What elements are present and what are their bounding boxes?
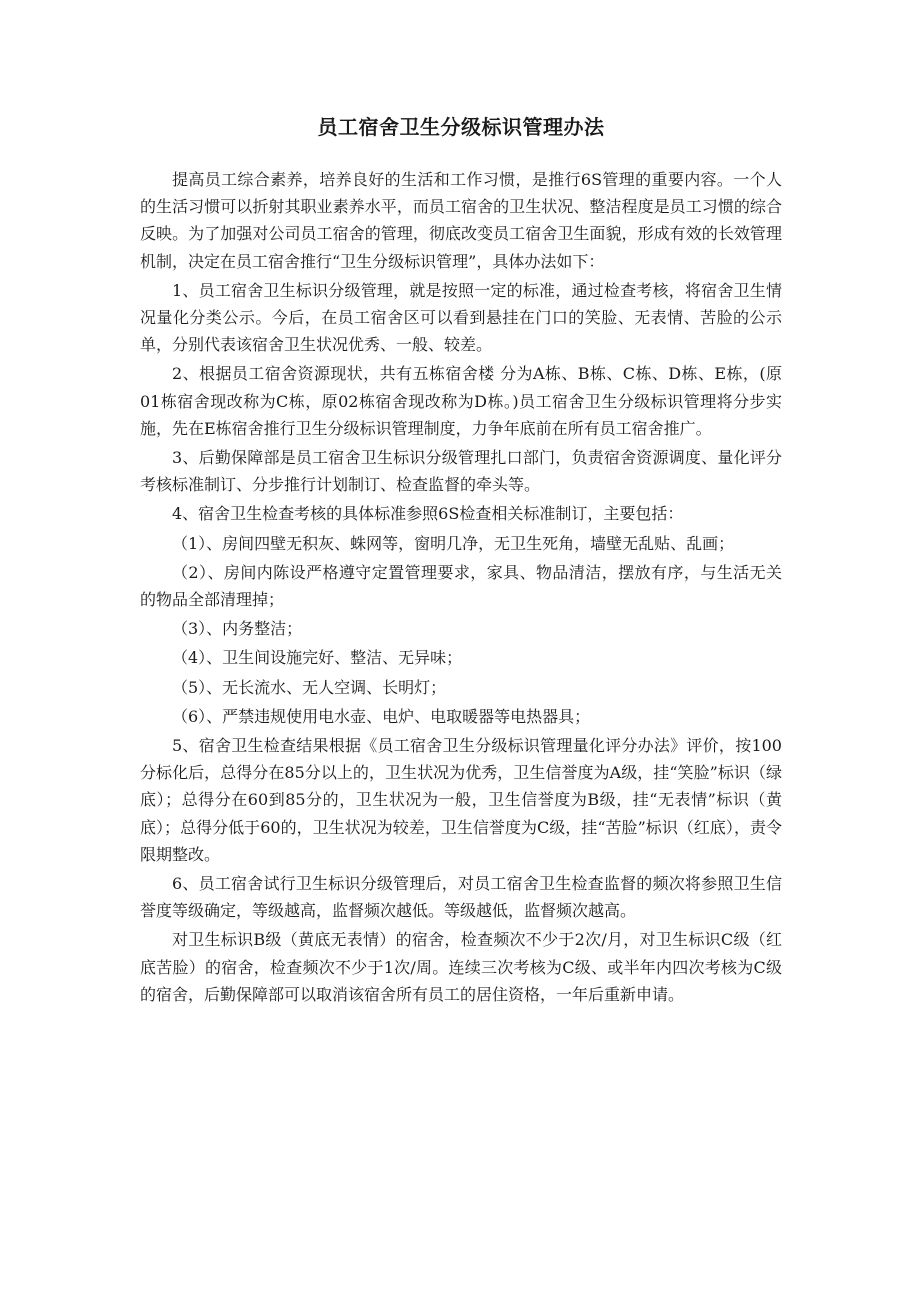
clause-1-paragraph: 1、员工宿舍卫生标识分级管理，就是按照一定的标准，通过检查考核，将宿舍卫生情况量化分类公示。今后，在员工宿舍区可以看到悬挂在门口的笑脸、无表情、苦脸的公示单，分别代表该宿舍卫生状况优秀、一般、较差。 xyxy=(140,280,782,355)
standard-item-2: （2）、房间内陈设严格遵守定置管理要求，家具、物品清洁，摆放有序，与生活无关的物品全部清理掉； xyxy=(140,562,782,610)
standard-item-1: （1）、房间四壁无积灰、蛛网等，窗明几净，无卫生死角，墙壁无乱贴、乱画； xyxy=(172,533,735,553)
standard-item-5: （5）、无长流水、无人空调、长明灯； xyxy=(172,677,447,697)
standard-item-4: （4）、卫生间设施完好、整洁、无异味； xyxy=(172,648,463,668)
clause-2-paragraph: 2、根据员工宿舍资源现状，共有五栋宿舍楼 分为A栋、B栋、C栋、D栋、E栋，(原01栋宿舍现改称为C栋，原02栋宿舍现改称为D栋。)员工宿舍卫生分级标识管理将分步实施，先在E栋宿舍推行卫生分级标识管理制度，力争年底前在所有员工宿舍推广。 xyxy=(140,364,782,438)
clause-5-paragraph: 5、宿舍卫生检查结果根据《员工宿舍卫生分级标识管理量化评分办法》评价，按100分标化后，总得分在85分以上的，卫生状况为优秀，卫生信誉度为A级，挂“笑脸”标识（绿底）；总得分在60到85分的，卫生状况为一般，卫生信誉度为B级，挂“无表情”标识（黄底）；总得分低于60的，卫生状况为较差，卫生信誉度为C级，挂“苦脸”标识（红底），责令限期整改。 xyxy=(140,736,782,864)
intro-paragraph: 提高员工综合素养，培养良好的生活和工作习惯，是推行6S管理的重要内容。一个人的生活习惯可以折射其职业素养水平，而员工宿舍的卫生状况、整洁程度是员工习惯的综合反映。为了加强对公司员工宿舍的管理，彻底改变员工宿舍卫生面貌，形成有效的长效管理机制，决定在员工宿舍推行“卫生分级标识管理”，具体办法如下： xyxy=(140,170,782,271)
document-page xyxy=(140,112,782,1010)
document-title: 员工宿舍卫生分级标识管理办法 xyxy=(317,115,605,139)
standard-item-6: （6）、严禁违规使用电水壶、电炉、电取暖器等电热器具； xyxy=(172,706,591,726)
clause-3-paragraph: 3、后勤保障部是员工宿舍卫生标识分级管理扎口部门，负责宿舍资源调度、量化评分考核标准制订、分步推行计划制订、检查监督的牵头等。 xyxy=(140,448,782,495)
clause-6-paragraph: 6、员工宿舍试行卫生标识分级管理后，对员工宿舍卫生检查监督的频次将参照卫生信誉度等级确定，等级越高，监督频次越低。等级越低，监督频次越高。 xyxy=(140,874,782,921)
inspection-frequency-paragraph: 对卫生标识B级（黄底无表情）的宿舍，检查频次不少于2次/月，对卫生标识C级（红底苦脸）的宿舍，检查频次不少于1次/周。连续三次考核为C级、或半年内四次考核为C级的宿舍，后勤保障部可以取消该宿舍所有员工的居住资格，一年后重新申请。 xyxy=(140,930,782,1004)
clause-4-paragraph: 4、宿舍卫生检查考核的具体标准参照6S检查相关标准制订，主要包括： xyxy=(172,504,684,524)
standard-item-3: （3）、内务整洁； xyxy=(172,619,303,639)
